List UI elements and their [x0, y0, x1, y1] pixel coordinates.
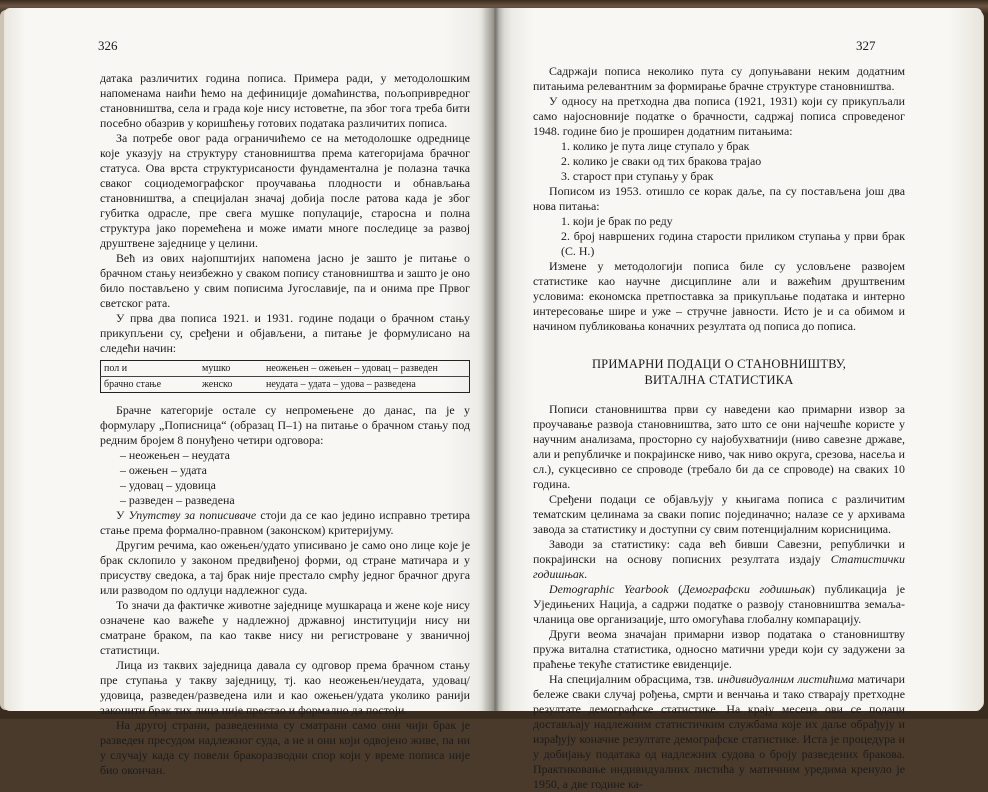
paragraph: Другим речима, као ожењен/удато уписивано је само оно лице које је брак склопило у законом предвиђеној форми, од стране матичара и у присуству сведока, а тај брак није престало смрћу једног брачног друга или разводом по одлуци надлежног суда.: [100, 538, 470, 597]
right-page-number: 327: [856, 38, 876, 53]
census-question-table: [100, 360, 470, 393]
emphasis-text: Упутству за пописиваче: [128, 508, 257, 522]
question-list-1953: [533, 214, 905, 259]
emphasis-text: Демографски годишњак: [682, 582, 811, 596]
right-page-text: [533, 64, 905, 792]
paragraph: [533, 582, 905, 627]
paragraph: Садржаји пописа неколико пута су допуњавани неким додатним питањима релевантним за формирање брачне структуре становништва.: [533, 64, 905, 93]
paragraph: За потребе овог рада ограничићемо се на методолошке одреднице које указују на структуру становништва према категоријама брачног статуса. Ова врста структурисаности фундаментална је полазна тачка сваког социодемографског проучавања плодности и обнављања становништва, а специјалан значај добија после ратова када је због губитка одрасле, пре свега мушке популације, старосна и полна структура јако поремећена и може имати многе последице за развој друштвене заједнице у целини.: [100, 131, 470, 250]
table-cell: пол и: [101, 361, 200, 377]
paragraph: Пописи становништва први су наведени као примарни извор за проучавање развоја становништва, зато што се они најчешће користе у научним анализама, просторно су најобухватнији (ниво савезне државе, али и републичке и покрајинске ниво, чак ниво округа, срезова, насеља и сл.), сукцесивно се спроводе (требало би да се спроводе) на сваких 10 година.: [533, 402, 905, 491]
heading-line: ПРИМАРНИ ПОДАЦИ О СТАНОВНИШТВУ,: [591, 357, 847, 371]
paragraph: На другој страни, разведенима су сматрани само они чији брак је разведен пресудом надлежног суда, а не и они који одвојено живе, па ни у случају када су повели бракоразводни спор који у време пописа није био окончан.: [100, 718, 470, 777]
emphasis-text: индивидуалним листићима: [717, 672, 854, 686]
section-heading: [533, 356, 905, 388]
table-cell: брачно стање: [104, 379, 162, 390]
paragraph: Други веома значајан примарни извор података о становништву пружа витална статистика, односно матични уреди који су задужени за праћење текуће статистике евиденције.: [533, 627, 905, 671]
heading-line: ВИТАЛНА СТАТИСТИКА: [644, 373, 794, 387]
list-item: 3. старост при ступању у брак: [561, 169, 714, 183]
list-item: – разведен – разведена: [120, 493, 235, 507]
paragraph: [100, 508, 470, 538]
paragraph: Сређени подаци се објављују у књигама пописа с различитим тематским целинама за сваки попис појединачно; налазе се у архивама завода за статистику и доступни су свим потенцијалним корисницима.: [533, 492, 905, 536]
left-page-number: 326: [98, 38, 118, 53]
paragraph: датака различитих година пописа. Примера ради, у методолошким напоменама наићи ћемо на дефиниције домаћинства, пољопривредног становништва, села и града које нису истоветне, па због тога треба бити посебно обазрив у коришћењу готових података различитих пописа.: [100, 71, 470, 130]
paragraph: У прва два пописа 1921. и 1931. године подаци о брачном стању прикупљени су, сређени и објављени, а питање је формулисано на следећи начин:: [100, 311, 470, 355]
table-cell: мушко: [199, 361, 263, 377]
paragraph: То значи да фактичке животне заједнице мушкараца и жене које нису означене као важеће у надлежној државној институцији нису ни сматране браком, па као такве нису ни регистроване у званичној статистици.: [100, 598, 470, 657]
list-item: 2. колико је сваки од тих бракова трајао: [561, 154, 762, 168]
list-item: 1. колико је пута лице ступало у брак: [561, 139, 750, 153]
paragraph: У односу на претходна два пописа (1921, 1931) који су прикупљали само најосновније податке о брачности, садржај пописа спроведеног 1948. године био је проширен додатним питањима:: [533, 94, 905, 138]
paragraph: [533, 672, 905, 792]
text-run: У: [116, 508, 129, 522]
table-row: [101, 377, 470, 393]
paragraph: Измене у методологији пописа биле су условљене развојем статистике као научне дисциплине али и важећим друштвеним условима: економска претпоставка за прикупљање података и интерно интересовање шире и уже – стручне јавности. Исто је и са обимом и начином публиковања коначних резултата од пописа до пописа.: [533, 259, 905, 333]
emphasis-text: Demographic Yearbook: [549, 582, 669, 596]
text-run: (: [668, 582, 683, 596]
list-item: – ожењен – удата: [120, 463, 207, 477]
paragraph: Лица из таквих заједница давала су одговор према брачном стању пре ступања у такву заједницу, тј. као неожењен/неудата, удовац/удовица, разведен/разведена или и као ожењен/удата уколико ранији законити брак тих лица није престао и формално да постоји.: [100, 658, 470, 717]
left-page-text: [100, 71, 470, 778]
list-item: 2. број навршених година старости приликом ступања у први брак (С. Н.): [561, 229, 905, 258]
paragraph: Брачне категорије остале су непромењене до данас, па је у формулару „Пописница“ (образац П–1) на питање о брачном стању под редним бројем 8 понуђено четири одговора:: [100, 403, 470, 447]
paragraph: Пописом из 1953. отишло се корак даље, па су постављена још два нова питања:: [533, 184, 905, 213]
list-item: 1. који је брак по реду: [561, 214, 673, 228]
text-run: матичари бележе сваки случај рођења, смрти и венчања и тако стварају претходне резултате демографске статистике. На крају месеца ови се подаци достављају надлежним статистичким службама које их даље обрађују и израђују коначне резултате демографске статистике. Иста је процедура и у добијању података од надлежних судова о броју разведених бракова. Практиковање индивидуалних листића у матичним уредима кренуло је 1950, а две године ка-: [533, 672, 906, 791]
question-list-1948: [533, 139, 905, 184]
list-item: – неожењен – неудата: [120, 448, 230, 462]
emphasis-text: Статистички годишњак.: [533, 552, 905, 581]
table-cell: неудата – удата – удова – разведена: [266, 379, 416, 390]
text-run: На специјалним обрасцима, тзв.: [549, 672, 718, 686]
table-row: [101, 361, 470, 377]
table-cell: неожењен – ожењен – удовац – разведен: [263, 361, 470, 377]
text-run: стоји да се као једино исправно третира стање према формално-правном (законском) критеријуму.: [100, 508, 471, 537]
paragraph: [533, 537, 905, 582]
list-item: – удовац – удовица: [120, 478, 216, 492]
text-run: Заводи за статистику: сада већ бивши Савезни, републички и покрајински на основу пописних резултата издају: [533, 537, 905, 566]
answer-list: [100, 448, 470, 508]
table-cell: женско: [202, 379, 233, 390]
text-run: ) публикација је Уједињених Нација, а садржи податке о развоју становништва земаља-чланица ове организације, што омогућава глобалну компарацију.: [533, 582, 905, 626]
paragraph: Већ из ових најопштијих напомена јасно је зашто је питање о брачном стању неизбежно у сваком попису становништва и зашто је оно било постављено у свим пописима Југославије, па и онима пре Првог светског рата.: [100, 251, 470, 310]
